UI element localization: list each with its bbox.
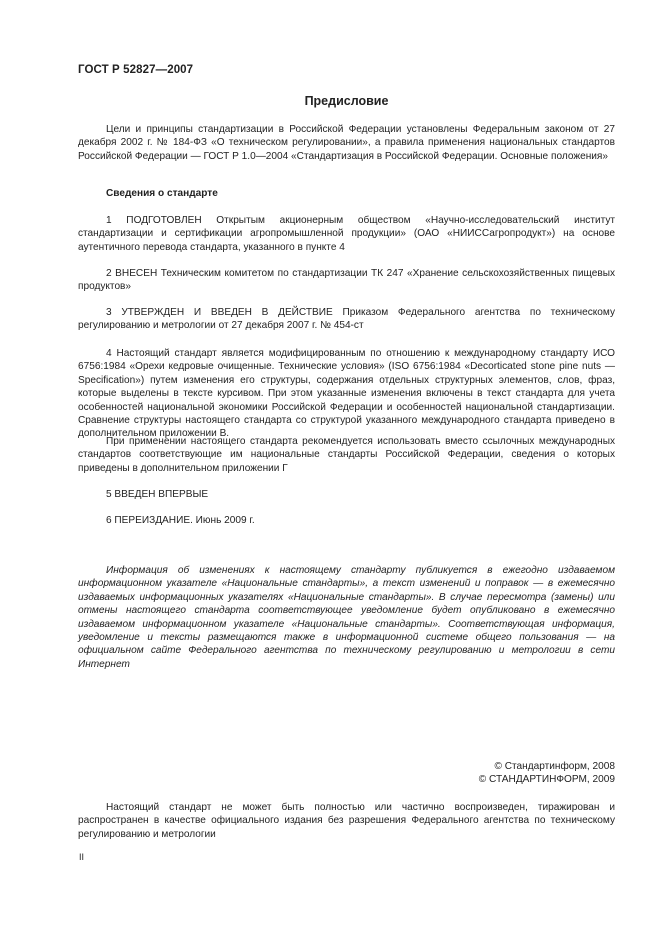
item-4: 4 Настоящий стандарт является модифицированным по отношению к международному стандарту ИСО 6756:1984 «Орехи кедровые очищенные. Технические условия» (ISO 6756:1984 «Decorticated stone pine nuts — Specification») путем изменения его структуры, содержания отдельных структурных элементов, слов, фраз, которые выделены в тексте курсивом. При этом указанные изменения включены в текст стандарта для учета особенностей национальной экономики Российской Федерации и особенностей национальной стандартизации. Сравнение структуры настоящего стандарта со структурой указанного международного стандарта приведено в дополнительном приложении В. bbox=[78, 348, 615, 440]
intro-paragraph: Цели и принципы стандартизации в Российской Федерации установлены Федеральным законом от 27 декабря 2002 г. № 184-ФЗ «О техническом регулировании», а правила применения национальных стандартов Российской Федерации — ГОСТ Р 1.0—2004 «Стандартизация в Российской Федерации. Основные положения» bbox=[78, 124, 615, 162]
page-title: Предисловие bbox=[304, 94, 389, 108]
page-number: II bbox=[79, 852, 85, 862]
item-1: 1 ПОДГОТОВЛЕН Открытым акционерным обществом «Научно-исследовательский институт стандартизации и сертификации агропромышленной продукции» (ОАО «НИИССагропродукт») на основе аутентичного перевода стандарта, указанного в пункте 4 bbox=[78, 215, 615, 253]
reproduction-notice: Настоящий стандарт не может быть полностью или частично воспроизведен, тиражирован и распространен в качестве официального издания без разрешения Федерального агентства по техническому регулированию и метрологии bbox=[78, 802, 615, 840]
copyright-line-2: © СТАНДАРТИНФОРМ, 2009 bbox=[478, 774, 615, 785]
item-5: 5 ВВЕДЕН ВПЕРВЫЕ bbox=[106, 489, 209, 500]
info-heading: Сведения о стандарте bbox=[106, 188, 218, 199]
item-3: 3 УТВЕРЖДЕН И ВВЕДЕН В ДЕЙСТВИЕ Приказом Федерального агентства по техническому регулированию и метрологии от 27 декабря 2007 г. № 454-ст bbox=[78, 307, 615, 332]
item-4-note: При применении настоящего стандарта рекомендуется использовать вместо ссылочных международных стандартов соответствующие им национальные стандарты Российской Федерации, сведения о которых приведены в дополнительном приложении Г bbox=[78, 436, 615, 474]
item-6: 6 ПЕРЕИЗДАНИЕ. Июнь 2009 г. bbox=[106, 515, 255, 526]
copyright-line-1: © Стандартинформ, 2008 bbox=[494, 761, 615, 772]
document-code: ГОСТ Р 52827—2007 bbox=[78, 64, 194, 76]
change-notice: Информация об изменениях к настоящему стандарту публикуется в ежегодно издаваемом информационном указателе «Национальные стандарты», а текст изменений и поправок — в ежемесячно издаваемых информационных указателях «Национальные стандарты». В случае пересмотра (замены) или отмены настоящего стандарта соответствующее уведомление будет опубликовано в ежемесячно издаваемом информационном указателе «Национальные стандарты». Соответствующая информация, уведомление и тексты размещаются также в информационной системе общего пользования — на официальном сайте Федерального агентства по техническому регулированию и метрологии в сети Интернет bbox=[78, 565, 615, 670]
item-2: 2 ВНЕСЕН Техническим комитетом по стандартизации ТК 247 «Хранение сельскохозяйственных пищевых продуктов» bbox=[78, 268, 615, 293]
